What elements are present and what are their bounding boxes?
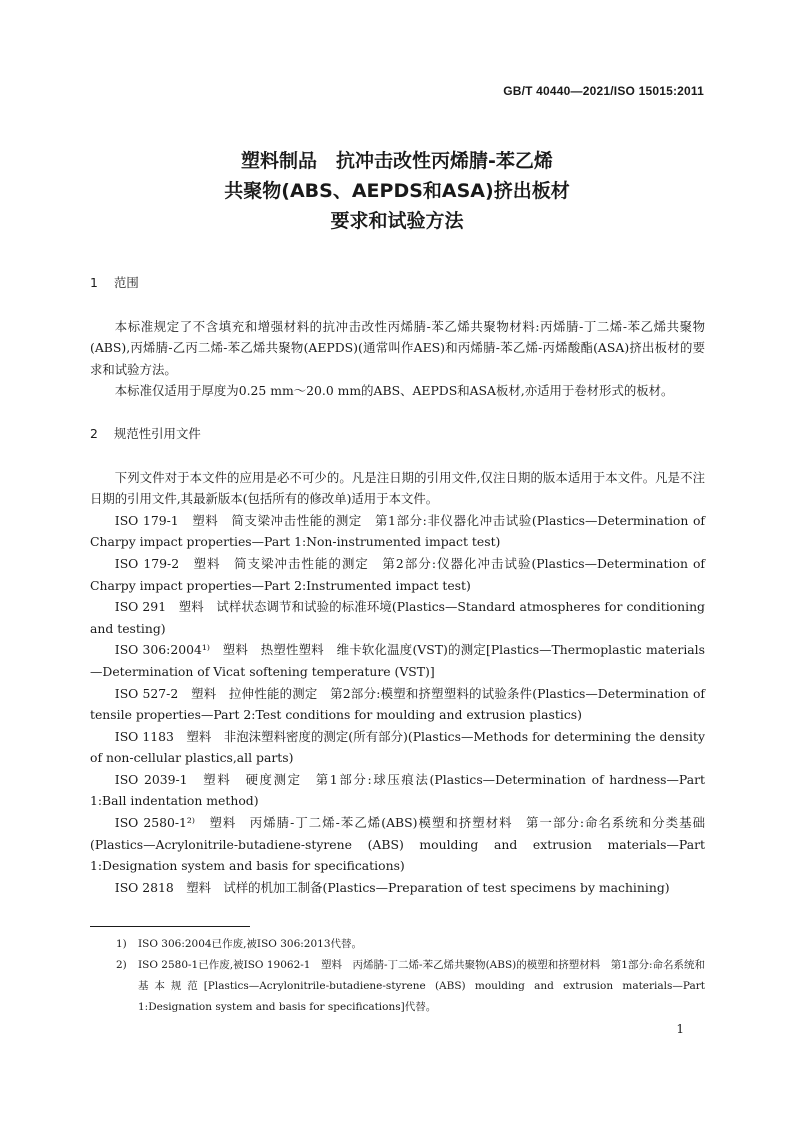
footnote-item: [90, 955, 705, 1018]
standard-code: GB/T 40440—2021/ISO 15015:2011: [503, 84, 704, 98]
reference-item: ISO 2580-1²⁾ 塑料 丙烯腈-丁二烯-苯乙烯(ABS)模塑和挤塑材料 第一部分:命名系统和分类基础(Plastics—Acrylonitrile-butadiene-styrene (ABS) moulding and extrusion materials—Part 1:Designation system and basis for specifications): [90, 815, 705, 874]
title-line-2: 共聚物(ABS、AEPDS和ASA)挤出板材: [224, 180, 570, 202]
section-2-heading: [90, 423, 705, 445]
footnote-number: 2): [116, 959, 127, 971]
reference-item: ISO 2818 塑料 试样的机加工制备(Plastics—Preparation of test specimens by machining): [114, 879, 670, 895]
reference-item: ISO 2039-1 塑料 硬度测定 第1部分:球压痕法(Plastics—Determination of hardness—Part 1:Ball indentation method): [90, 771, 705, 809]
document-body: [90, 272, 705, 898]
reference-item: ISO 291 塑料 试样状态调节和试验的标准环境(Plastics—Standard atmospheres for conditioning and testing): [90, 599, 705, 636]
references-intro: 下列文件对于本文件的应用是必不可少的。凡是注日期的引用文件,仅注日期的版本适用于本文件。凡是不注日期的引用文件,其最新版本(包括所有的修改单)适用于本文件。: [90, 469, 705, 507]
page-number: 1: [676, 1022, 684, 1036]
reference-item: ISO 527-2 塑料 拉伸性能的测定 第2部分:模塑和挤塑塑料的试验条件(Plastics—Determination of tensile properties—Part 2:Test conditions for moulding and extrusion plastics): [90, 685, 705, 723]
reference-item: ISO 179-1 塑料 简支梁冲击性能的测定 第1部分:非仪器化冲击试验(Plastics—Determination of Charpy impact properties—Part 1:Non-instrumented impact test): [90, 512, 705, 550]
footnote-item: [90, 934, 705, 955]
document-title: [0, 146, 794, 236]
reference-item: ISO 179-2 塑料 简支梁冲击性能的测定 第2部分:仪器化冲击试验(Plastics—Determination of Charpy impact properties—Part 2:Instrumented impact test): [90, 555, 705, 593]
section-2-number: 2: [90, 425, 98, 441]
footnote-text: ISO 306:2004已作废,被ISO 306:2013代替。: [138, 938, 363, 950]
section-1-number: 1: [90, 275, 98, 290]
reference-item: ISO 306:2004¹⁾ 塑料 热塑性塑料 维卡软化温度(VST)的测定[Plastics—Thermoplastic materials—Determination of Vicat softening temperature (VST)]: [90, 642, 705, 679]
reference-item: ISO 1183 塑料 非泡沫塑料密度的测定(所有部分)(Plastics—Methods for determining the density of non-cellular plastics,all parts): [90, 728, 705, 766]
scope-paragraph: 本标准规定了不含填充和增强材料的抗冲击改性丙烯腈-苯乙烯共聚物材料:丙烯腈-丁二烯-苯乙烯共聚物(ABS),丙烯腈-乙丙二烯-苯乙烯共聚物(AEPDS)(通常叫作AES)和丙烯腈-苯乙烯-丙烯酸酯(ASA)挤出板材的要求和试验方法。: [90, 318, 705, 377]
title-line-1: 塑料制品 抗冲击改性丙烯腈-苯乙烯: [241, 150, 553, 172]
title-line-3: 要求和试验方法: [330, 210, 464, 232]
section-2-title: 规范性引用文件: [114, 425, 201, 441]
scope-paragraph: 本标准仅适用于厚度为0.25 mm～20.0 mm的ABS、AEPDS和ASA板材,亦适用于卷材形式的板材。: [114, 383, 674, 399]
footnote-separator: [90, 926, 250, 927]
footnote-text: ISO 2580-1已作废,被ISO 19062-1 塑料 丙烯腈-丁二烯-苯乙烯共聚物(ABS)的模塑和挤塑材料 第1部分:命名系统和基本规范[Plastics—Acrylonitrile-butadiene-styrene (ABS) moulding and extrusion materials—Part 1:Designation system and basis for specifications]代替。: [138, 959, 705, 1013]
footnotes: [90, 934, 705, 1018]
section-1-heading: [90, 272, 705, 294]
section-1-title: 范围: [114, 275, 139, 290]
footnote-number: 1): [116, 938, 127, 950]
